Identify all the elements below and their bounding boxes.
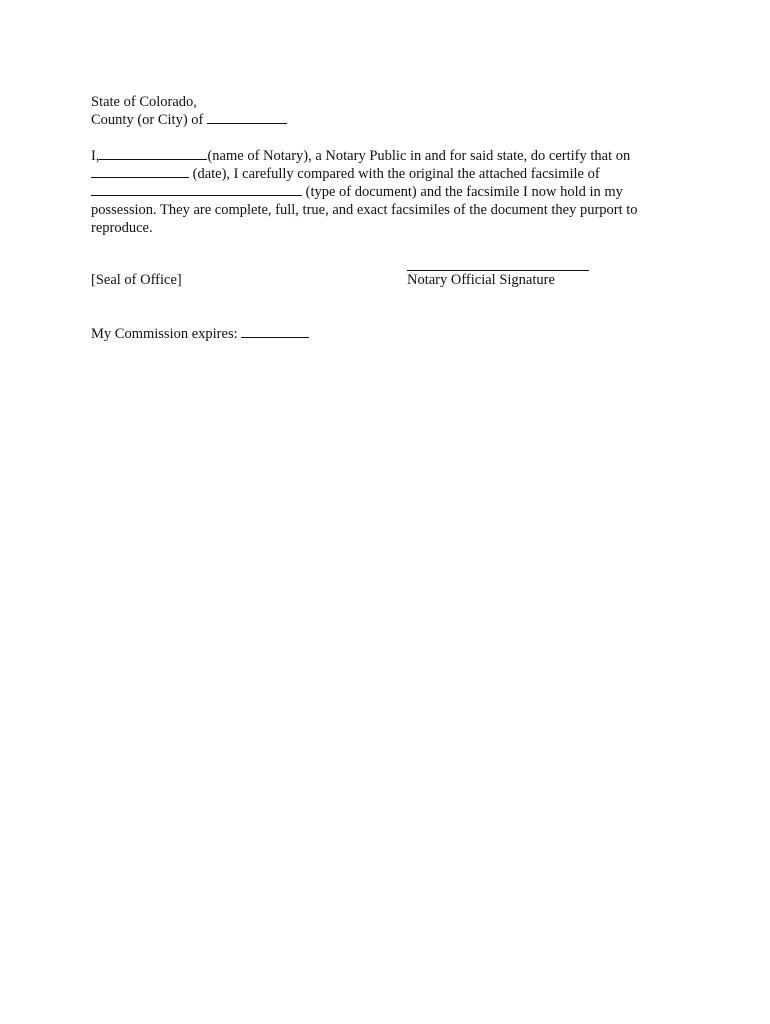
county-blank: [207, 111, 287, 124]
commission-date-blank: [241, 325, 309, 338]
certification-line-3: [91, 183, 623, 201]
certification-text-3: (type of document) and the facsimile I now hold in my: [302, 184, 623, 200]
certification-line-2: [91, 165, 600, 183]
seal-of-office: [Seal of Office]: [91, 272, 182, 288]
certification-line-4: possession. They are complete, full, true, and exact facsimiles of the document they purport to: [91, 202, 638, 218]
document-type-blank: [91, 183, 302, 196]
county-line: [91, 111, 287, 129]
commission-label: My Commission expires:: [91, 326, 238, 342]
certification-text-1: (name of Notary), a Notary Public in and for said state, do certify that on: [207, 148, 631, 164]
commission-line: [91, 325, 309, 343]
certification-line-5: reproduce.: [91, 220, 153, 236]
certification-prefix: I,: [91, 148, 100, 164]
signature-label: Notary Official Signature: [407, 272, 555, 288]
date-blank: [91, 165, 189, 178]
certification-text-2: (date), I carefully compared with the original the attached facsimile of: [189, 166, 600, 182]
state-line: State of Colorado,: [91, 94, 197, 110]
certification-line-1: [91, 147, 630, 165]
notary-name-blank: [99, 147, 207, 160]
county-label: County (or City) of: [91, 112, 204, 128]
